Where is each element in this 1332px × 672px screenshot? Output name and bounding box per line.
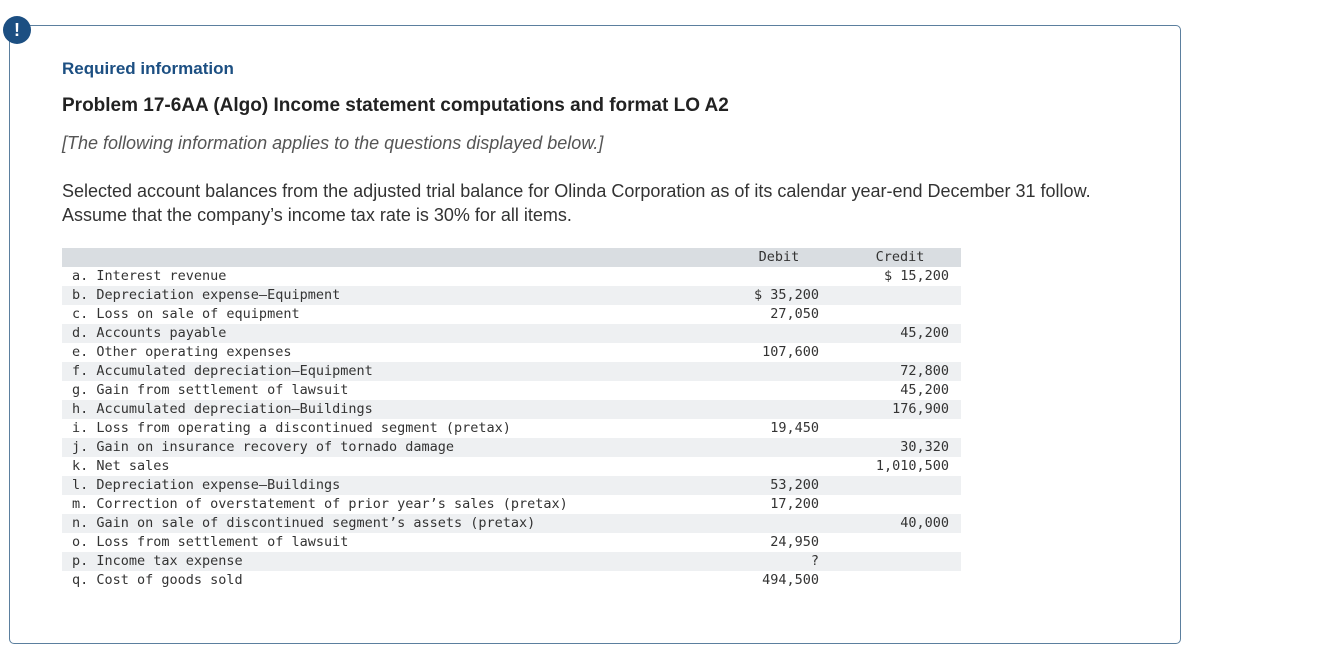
table-row [62,305,961,324]
account-label: j. Gain on insurance recovery of tornado damage [72,439,455,455]
credit-amount: 176,900 [892,401,949,417]
table-row [62,438,961,457]
table-body [62,267,961,590]
account-label: m. Correction of overstatement of prior year’s sales (pretax) [72,496,568,512]
credit-amount: $ 15,200 [883,268,949,284]
table-row [62,400,961,419]
account-label: c. Loss on sale of equipment [72,306,300,322]
debit-amount: 53,200 [770,477,819,493]
account-label: h. Accumulated depreciation—Buildings [72,401,373,417]
table-row [62,495,961,514]
account-label: i. Loss from operating a discontinued segment (pretax) [72,420,511,436]
account-label: a. Interest revenue [72,268,227,284]
debit-amount: 107,600 [762,344,819,360]
credit-amount: 1,010,500 [875,458,949,474]
account-label: d. Accounts payable [72,325,227,341]
table-row [62,533,961,552]
account-label: q. Cost of goods sold [72,572,243,588]
account-label: p. Income tax expense [72,553,243,569]
intro-paragraph: Selected account balances from the adjusted trial balance for Olinda Corporation as of its calendar year-end December 31 follow. Assume that the company’s income tax rate is 30% for all items. [62,181,1091,225]
debit-amount: ? [810,553,819,569]
required-information-heading: Required information [62,59,234,78]
table-row [62,457,961,476]
account-label: k. Net sales [72,458,170,474]
credit-amount: 30,320 [900,439,949,455]
credit-amount: 40,000 [900,515,949,531]
applies-note: [The following information applies to the questions displayed below.] [62,133,604,153]
table-row [62,381,961,400]
debit-amount: 19,450 [770,420,819,436]
debit-amount: 494,500 [762,572,819,588]
table-row [62,324,961,343]
table-row [62,476,961,495]
debit-amount: 27,050 [770,306,819,322]
table-row [62,514,961,533]
alert-icon: ! [3,16,31,44]
table-row [62,571,961,590]
table-row [62,286,961,305]
debit-amount: 24,950 [770,534,819,550]
debit-column-header: Debit [758,249,800,265]
credit-amount: 45,200 [900,325,949,341]
account-label: o. Loss from settlement of lawsuit [72,534,349,550]
account-label: e. Other operating expenses [72,344,292,360]
account-label: l. Depreciation expense—Buildings [72,477,341,493]
table-row [62,419,961,438]
account-label: n. Gain on sale of discontinued segment’s assets (pretax) [72,515,536,531]
debit-amount: 17,200 [770,496,819,512]
credit-amount: 72,800 [900,363,949,379]
account-label: b. Depreciation expense—Equipment [72,287,341,303]
table-row [62,362,961,381]
credit-column-header: Credit [875,249,925,265]
debit-amount: $ 35,200 [753,287,819,303]
problem-title: Problem 17-6AA (Algo) Income statement computations and format LO A2 [62,95,729,116]
credit-amount: 45,200 [900,382,949,398]
table-row [62,267,961,286]
trial-balance-table [62,248,961,590]
account-label: f. Accumulated depreciation—Equipment [72,363,373,379]
table-row [62,552,961,571]
account-label: g. Gain from settlement of lawsuit [72,382,349,398]
table-row [62,343,961,362]
table-header [62,248,961,267]
